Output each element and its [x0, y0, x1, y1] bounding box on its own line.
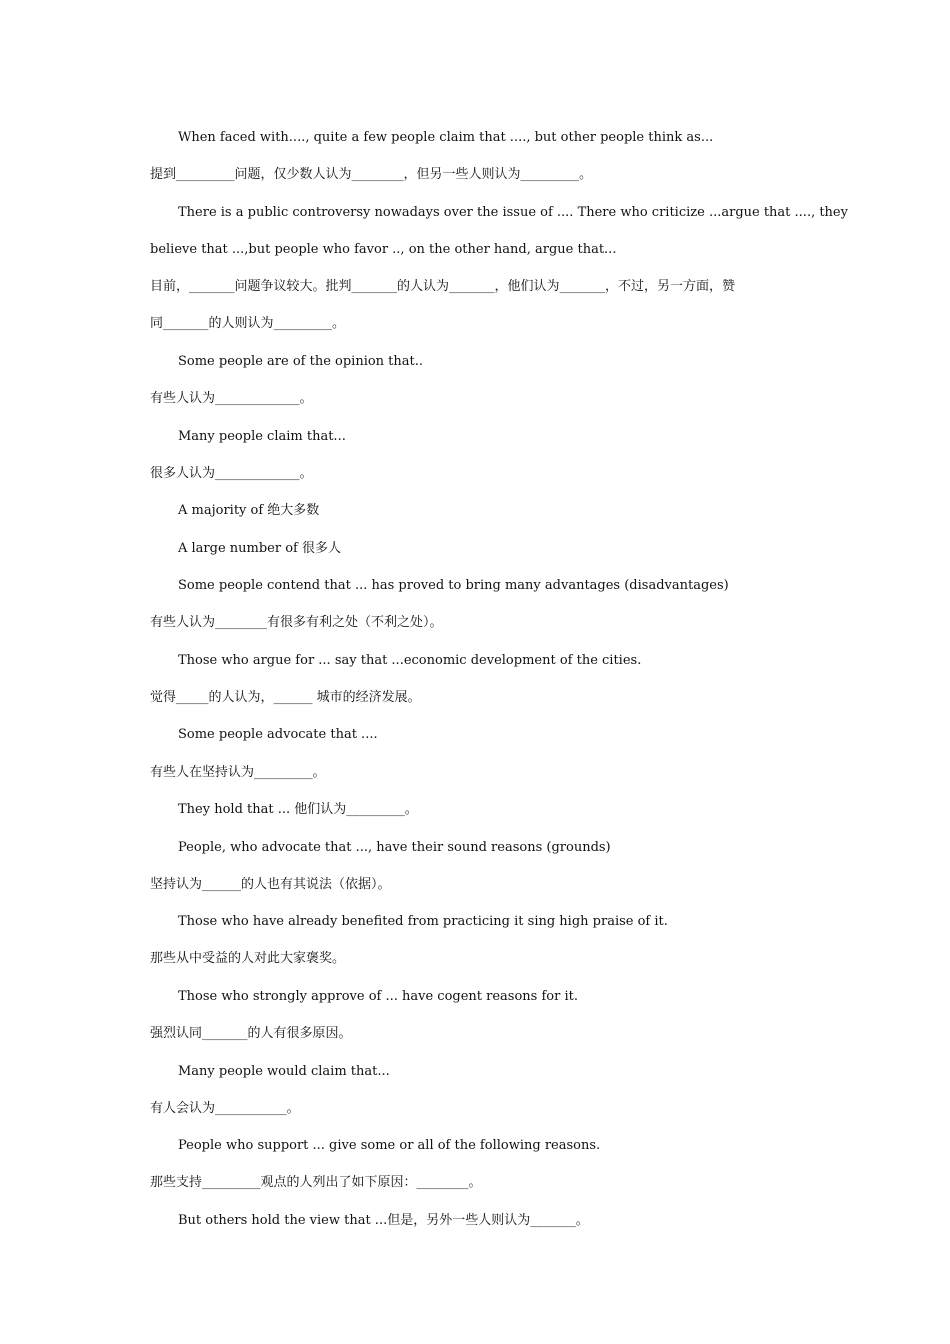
text-line-1: When faced with...., quite a few people claim that ...., but other people think as... — [178, 130, 714, 145]
text-line-17: Some people advocate that .... — [178, 727, 378, 742]
text-line-27: 有人会认为___________。 — [150, 1101, 300, 1116]
text-line-3: There is a public controversy nowadays over the issue of .... There who criticize ...argue that ...., they — [178, 205, 848, 220]
text-line-9: Many people claim that... — [178, 429, 346, 444]
text-line-16: 觉得_____的人认为，______ 城市的经济发展。 — [150, 690, 421, 705]
text-line-12: A large number of 很多人 — [178, 541, 341, 556]
text-line-24: Those who strongly approve of ... have cogent reasons for it. — [178, 989, 578, 1004]
text-line-29: 那些支持_________观点的人列出了如下原因：________。 — [150, 1175, 482, 1190]
text-line-30: But others hold the view that ...但是，另外一些人则认为_______。 — [178, 1213, 589, 1228]
text-line-6: 同_______的人则认为_________。 — [150, 316, 346, 331]
text-line-18: 有些人在坚持认为_________。 — [150, 765, 326, 780]
text-line-10: 很多人认为_____________。 — [150, 466, 313, 481]
text-line-23: 那些从中受益的人对此大家褒奖。 — [150, 951, 346, 966]
text-line-21: 坚持认为______的人也有其说法（依据）。 — [150, 877, 391, 892]
text-line-28: People who support ... give some or all of the following reasons. — [178, 1138, 601, 1153]
text-line-20: People, who advocate that ..., have their sound reasons (grounds) — [178, 840, 611, 855]
text-line-2: 提到_________问题，仅少数人认为________，但另一些人则认为_________。 — [150, 167, 593, 182]
text-line-4: believe that ...,but people who favor .., on the other hand, argue that... — [150, 242, 617, 257]
text-line-22: Those who have already benefited from practicing it sing high praise of it. — [178, 914, 668, 929]
text-line-15: Those who argue for ... say that ...economic development of the cities. — [178, 653, 642, 668]
text-line-13: Some people contend that ... has proved to bring many advantages (disadvantages) — [178, 578, 729, 593]
text-line-26: Many people would claim that... — [178, 1064, 390, 1079]
text-line-7: Some people are of the opinion that.. — [178, 354, 424, 369]
text-line-5: 目前，_______问题争议较大。批判_______的人认为_______，他们认为_______，不过，另一方面，赞 — [150, 279, 736, 294]
text-line-11: A majority of 绝大多数 — [178, 503, 320, 518]
text-line-19: They hold that ... 他们认为_________。 — [178, 802, 418, 817]
text-line-8: 有些人认为_____________。 — [150, 391, 313, 406]
text-line-25: 强烈认同_______的人有很多原因。 — [150, 1026, 352, 1041]
text-line-14: 有些人认为________有很多有利之处（不利之处）。 — [150, 615, 443, 630]
